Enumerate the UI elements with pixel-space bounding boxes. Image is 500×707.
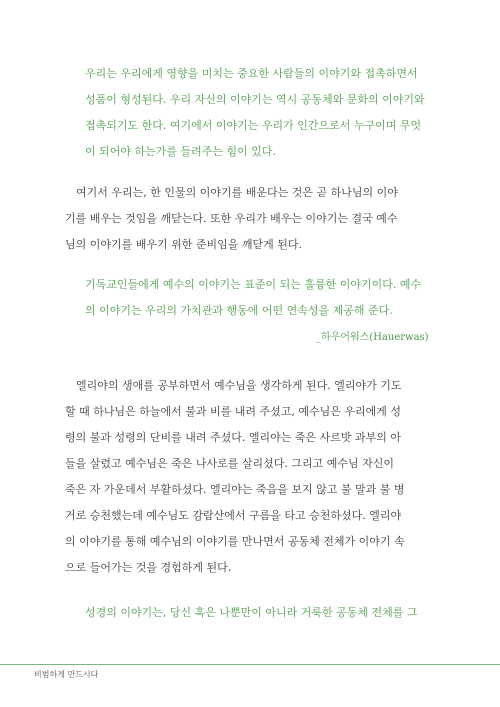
paragraph2-line: 엘리야의 생애를 공부하면서 예수님을 생각하게 된다. 엘리야가 기도	[76, 379, 402, 392]
quote2-line: 의 이야기는 우리의 가치관과 행동에 어떤 연속성을 제공해 준다.	[85, 304, 393, 317]
quote1-line: 접촉되기도 한다. 여기에서 이야기는 우리가 인간으로서 누구이며 무엇	[85, 119, 422, 132]
quote3-line: 성경의 이야기는, 당신 혹은 나뿐만이 아니라 거룩한 공동체 전체를 그	[85, 606, 418, 619]
paragraph1-line: 여기서 우리는, 한 인물의 이야기를 배운다는 것은 곧 하나님의 이야	[76, 186, 398, 199]
paragraph2-line: 령의 불과 성령의 단비를 내려 주셨다. 엘리야는 죽은 사르밧 과부의 아	[65, 431, 401, 444]
paragraph2-line: 죽은 자 가운데서 부활하셨다. 엘리야는 죽음을 보지 않고 불 말과 불 병	[65, 483, 405, 496]
quote1-line: 우리는 우리에게 영향을 미치는 중요한 사람들의 이야기와 접촉하면서	[85, 67, 418, 80]
footer-running-title: 비범하게 만드시다	[34, 670, 99, 679]
quote2-line: 기독교인들에게 예수의 이야기는 표준이 되는 훌륭한 이야기이다. 예수	[85, 278, 422, 291]
footer-divider	[0, 664, 500, 665]
paragraph1-line: 님의 이야기를 배우기 위한 준비임을 깨닫게 된다.	[65, 238, 302, 251]
paragraph2-line: 의 이야기를 통해 예수님의 이야기를 만나면서 공동체 전체가 이야기 속	[65, 535, 405, 548]
quote1-line: 이 되어야 하는가를 들려주는 힘이 있다.	[85, 145, 276, 158]
paragraph2-line: 할 때 하나님은 하늘에서 불과 비를 내려 주셨고, 예수님은 우리에게 성	[65, 405, 401, 418]
paragraph2-line: 으로 들어가는 것을 경험하게 된다.	[65, 561, 232, 574]
paragraph2-line: 들을 살렸고 예수님은 죽은 나사로를 살리셨다. 그리고 예수님 자신이	[65, 457, 394, 470]
paragraph2-line: 거로 승천했는데 예수님도 감람산에서 구름을 타고 승천하셨다. 엘리야	[65, 509, 402, 522]
quote2-attribution: _하우어워스(Hauerwas)	[316, 332, 429, 343]
paragraph1-line: 기를 배우는 것임을 깨닫는다. 또한 우리가 배우는 이야기는 결국 예수	[65, 212, 398, 225]
quote1-line: 성품이 형성된다. 우리 자신의 이야기는 역시 공동체와 문화의 이야기와	[85, 93, 425, 106]
